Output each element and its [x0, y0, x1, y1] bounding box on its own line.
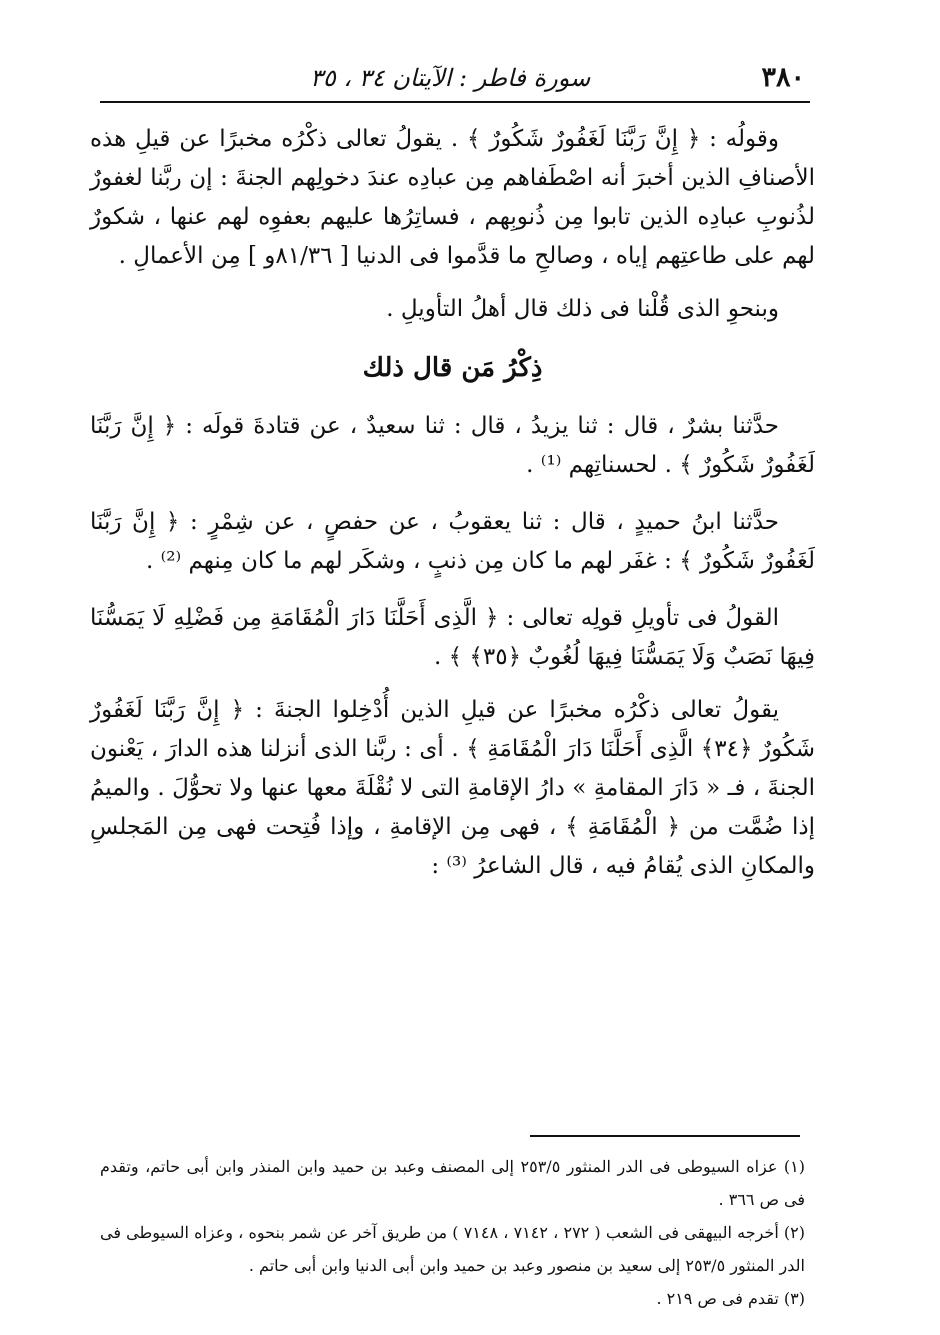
- main-text: [90, 120, 815, 900]
- page-header: [100, 56, 805, 98]
- tafsir-heading-paragraph: القولُ فى تأويلِ قولِه تعالى : ﴿ الَّذِى أَحَلَّنَا دَارَ الْمُقَامَةِ مِن فَضْلِهِ لَا يَمَسُّنَا فِيهَا نَصَبٌ وَلَا يَمَسُّنَا فِيهَا لُغُوبٌ ﴿٣٥﴾ ﴾ .: [90, 605, 815, 670]
- footnotes: [100, 1150, 805, 1315]
- hadith-2: حدَّثنا ابنُ حميدٍ ، قال : ثنا يعقوبُ ، عن حفصٍ ، عن شِمْرٍ : ﴿ إِنَّ رَبَّنَا لَغَفُورٌ شَكُورٌ ﴾ : غفَر لهم ما كان مِن ذنبٍ ، وشكَر لهم ما كان مِنهم ⁽²⁾ .: [90, 509, 815, 574]
- paragraph-1: وقولُه : ﴿ إِنَّ رَبَّنَا لَغَفُورٌ شَكُورٌ ﴾ . يقولُ تعالى ذكْرُه مخبرًا عن قيلِ هذه الأصنافِ الذين أخبرَ أنه اصْطَفاهم مِن عبادِه عندَ دخولِهم الجنةَ : إن ربَّنا لغفورٌ لذُنوبِ عبادِه الذين تابوا مِن ذُنوبِهم ، فساتِرُها عليهم بعفوِه لهم عنها ، شكورٌ لهم على طاعتِهم إياه ، وصالحِ ما قدَّموا فى الدنيا [ ٨١/٣٦و ] مِن الأعمالِ .: [90, 126, 815, 269]
- footnote-1: (١) عزاه السيوطى فى الدر المنثور ٢٥٣/٥ إلى المصنف وعبد بن حميد وابن المنذر وابن أبى حاتم، وتقدم فى ص ٣٦٦ .: [100, 1157, 805, 1209]
- page-number: ٣٨٠: [761, 62, 805, 93]
- tafsir-paragraph: يقولُ تعالى ذكْرُه مخبرًا عن قيلِ الذين أُدْخِلوا الجنةَ : ﴿ إِنَّ رَبَّنَا لَغَفُورٌ شَكُورٌ ﴿٣٤﴾ الَّذِى أَحَلَّنَا دَارَ الْمُقَامَةِ ﴾ . أى : ربَّنا الذى أنزلنا هذه الدارَ ، يَعْنون الجنةَ ، فـ « دَارَ المقامةِ » دارُ الإقامةِ التى لا نُقْلَةَ معها عنها ولا تحوُّلَ . والميمُ إذا ضُمَّت من ﴿ الْمُقَامَةِ ﴾ ، فهى مِن الإقامةِ ، وإذا فُتِحت فهى مِن المَجلسِ والمكانِ الذى يُقامُ فيه ، قال الشاعرُ ⁽³⁾ :: [90, 697, 815, 879]
- hadith-1: حدَّثنا بشرٌ ، قال : ثنا يزيدُ ، قال : ثنا سعيدٌ ، عن قتادةَ قولَه : ﴿ إِنَّ رَبَّنَا لَغَفُورٌ شَكُورٌ ﴾ . لحسناتِهم ⁽¹⁾ .: [90, 413, 815, 478]
- footnote-2: (٢) أخرجه البيهقى فى الشعب ( ٢٧٢ ، ٧١٤٢ ، ٧١٤٨ ) من طريق آخر عن شمر بنحوه ، وعزاه السيوطى فى الدر المنثور ٢٥٣/٥ إلى سعيد بن منصور وعبد بن حميد وابن أبى الدنيا وابن أبى حاتم .: [100, 1223, 806, 1275]
- footnote-3: (٣) تقدم فى ص ٢١٩ .: [656, 1289, 805, 1308]
- section-heading: ذِكْرُ مَن قال ذلك: [362, 353, 543, 383]
- footnote-rule: [530, 1135, 800, 1137]
- paragraph-2: وبنحوِ الذى قُلْنا فى ذلك قال أهلُ التأويلِ .: [386, 296, 779, 322]
- running-title: سورة فاطر : الآيتان ٣٤ ، ٣٥: [310, 64, 591, 92]
- header-rule: [100, 101, 810, 103]
